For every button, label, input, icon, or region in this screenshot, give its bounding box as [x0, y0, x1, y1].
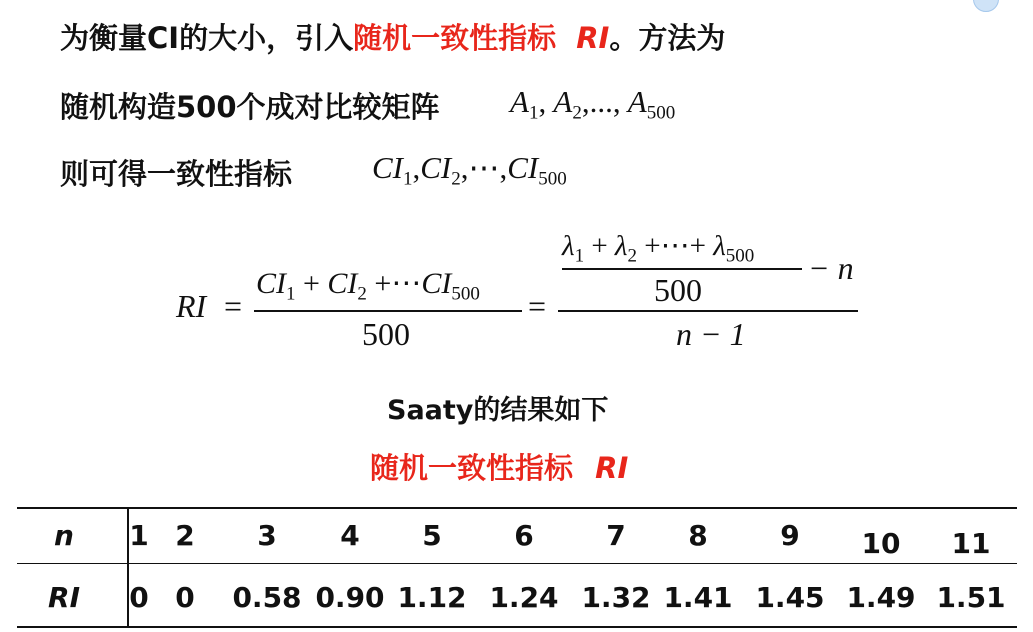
fraction1-bar: [254, 310, 522, 312]
table-bottom-rule: [17, 626, 1017, 628]
matrix-line: [60, 85, 440, 126]
ri-cell: 1.49: [846, 581, 916, 614]
ri-cell: 0: [175, 581, 195, 614]
n-cell: 11: [951, 527, 991, 560]
matrix-text: 随机构造500个成对比较矩阵: [60, 90, 440, 124]
inner-numerator: $\lambda_1 + \lambda_2$ +⋯+ $\lambda_{500}$: [562, 230, 755, 267]
table-mid-rule: [17, 563, 1017, 564]
inner-denominator: 500: [654, 272, 702, 308]
matrix-math: $A_1$, $A_2$,..., $A_{500}$: [510, 84, 676, 124]
formula-lhs: RI: [176, 288, 207, 324]
row-label-n: n: [54, 519, 74, 552]
ri-cell: 0: [129, 581, 149, 614]
corner-badge: [973, 0, 999, 12]
n-cell: 1: [129, 519, 149, 552]
ri-cell: 1.12: [397, 581, 467, 614]
ri-cell: 1.24: [489, 581, 559, 614]
n-cell: 9: [780, 519, 800, 552]
ri-cell: 1.45: [755, 581, 825, 614]
outer-denominator: n − 1: [676, 316, 746, 352]
n-cell: 8: [688, 519, 708, 552]
inner-fraction-bar: [562, 268, 802, 270]
ri-cell: 1.41: [663, 581, 733, 614]
outer-fraction-bar: [558, 310, 858, 312]
n-cell: 2: [175, 519, 195, 552]
ri-cell: 1.51: [936, 581, 1006, 614]
table-top-rule: [17, 507, 1017, 509]
ri-cell: 1.32: [581, 581, 651, 614]
intro-suffix: 。方法为: [609, 21, 726, 55]
n-cell: 5: [422, 519, 442, 552]
intro-prefix: 为衡量CI的大小，引入: [60, 21, 354, 55]
intro-highlight: 随机一致性指标: [353, 21, 557, 55]
formula-eq2: =: [528, 288, 547, 324]
minus-n: − n: [808, 250, 854, 286]
n-cell: 6: [514, 519, 534, 552]
saaty-label: Saaty的结果如下: [387, 395, 609, 426]
n-cell: 3: [257, 519, 277, 552]
ci-text: 则可得一致性指标: [60, 157, 293, 191]
n-cell: 10: [861, 527, 901, 560]
row-label-ri: RI: [48, 581, 80, 614]
n-cell: 4: [340, 519, 360, 552]
ci-math: $CI_1,CI_2,\cdots,CI_{500}$: [372, 150, 567, 190]
intro-symbol: RI: [576, 21, 610, 55]
ri-table: [17, 507, 1017, 628]
fraction1-denominator: 500: [362, 316, 410, 352]
fraction1-numerator: $CI_1 + CI_2$ $+\cdots CI_{500}$: [256, 267, 480, 305]
n-cell: 7: [606, 519, 626, 552]
ri-cell: 0.58: [232, 581, 302, 614]
ri-cell: 0.90: [315, 581, 385, 614]
table-title: 随机一致性指标 RI: [370, 451, 629, 485]
intro-line: [60, 16, 725, 57]
formula-eq1: =: [224, 288, 243, 324]
ri-formula: [176, 228, 866, 363]
ci-line: [60, 152, 292, 193]
